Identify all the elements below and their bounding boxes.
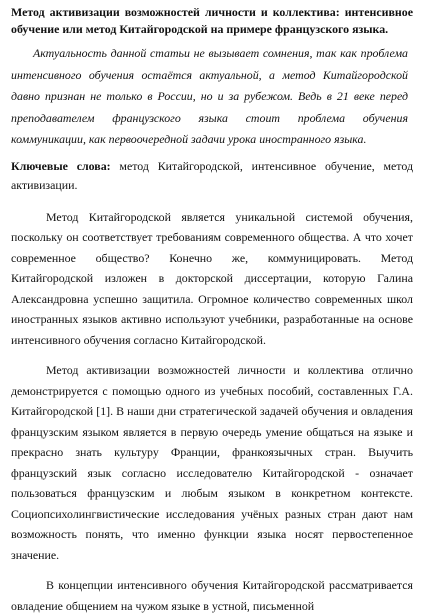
body-paragraph-3: В концепции интенсивного обучения Китайгородской рассматривается овладение общением на чужом языке в устной, письменной	[11, 578, 413, 613]
keywords-text: метод Китайгородской, интенсивное обучение, метод активизации.	[11, 158, 413, 192]
keywords-label: Ключевые слова:	[11, 158, 111, 173]
body-paragraph-2: Метод активизации возможностей личности и коллектива отлично демонстрируется с помощью одного из учебных пособий, составленных Г.А. Китайгородской [1]. В наши дни стратегической задачей обучения и овладения французским языком является в первую очередь умение общаться на языке и прекрасно знать культуру Франции, франкоязычных стран. Выучить французский язык согласно исследователю Китайгородской - означает пользоваться французским и любым языком в конкретном контексте. Социопсихолингвистические исследования учёных разных стран дают нам возможность понять, что именно функции языка носят первостепенное значение.	[11, 363, 413, 562]
article-abstract: Актуальность данной статьи не вызывает сомнения, так как проблема интенсивного обучения остаётся актуальной, а метод Китайгородской давно признан не только в России, но и за рубежом. Ведь в 21 веке перед преподавателем французского языка стоит проблема обучения коммуникации, как первоочередной задачи урока иностранного языка.	[11, 46, 408, 146]
body-paragraph-1: Метод Китайгородской является уникальной системой обучения, поскольку он соответствует требованиям современного общества. А что хочет современное общество? Конечно же, коммуницировать. Метод Китайгородской изложен в докторской диссертации, которую Галина Александровна успешно защитила. Огромное количество современных школ иностранных языков активно используют учебники, разработанные на основе интенсивного обучения согласно Китайгородской.	[11, 209, 413, 347]
keywords-line	[11, 157, 413, 195]
article-title: Метод активизации возможностей личности и коллектива: интенсивное обучение или метод Китайгородской на примере французского языка.	[11, 5, 413, 36]
